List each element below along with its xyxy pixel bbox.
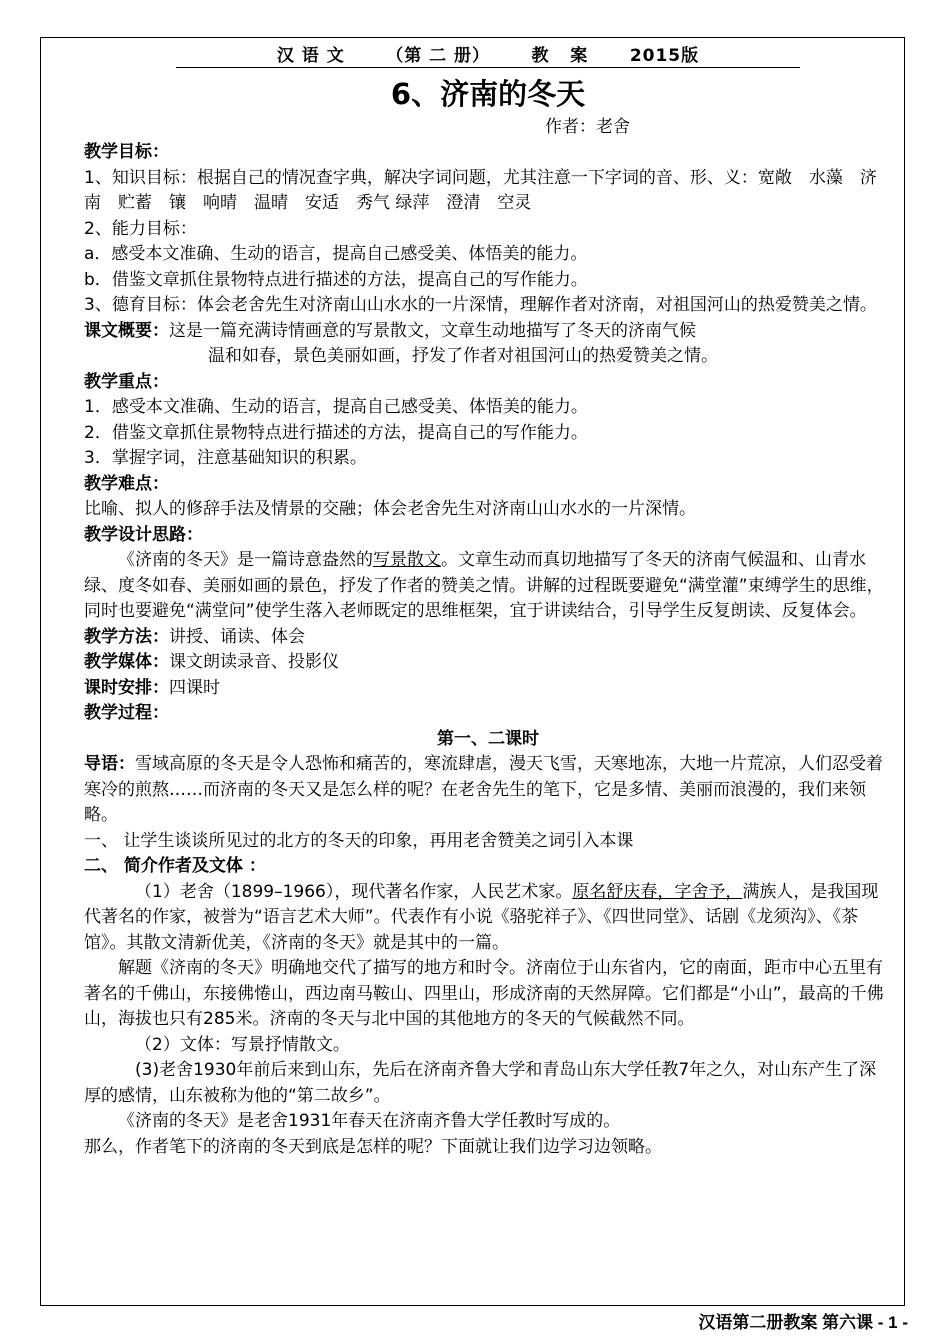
key-point-2: 2．借鉴文章抓住景物特点进行描述的方法，提高自己的写作能力。 <box>84 422 588 443</box>
key-point-1: 1．感受本文准确、生动的语言，提高自己感受美、体悟美的能力。 <box>84 397 588 417</box>
title-explanation: 解题《济南的冬天》明确地交代了描写的地方和时令。济南位于山东省内，它的南面，距市中心五里有著名的千佛山，东接佛惓山，西边南马鞍山、四里山，形成济南的天然屏障。它们都是“小山”，最高的千佛山，海拔也只有285米。济南的冬天与北中国的其他地方的冬天的气候截然不同。 <box>84 958 884 1029</box>
intro-label: 导语： <box>84 754 135 774</box>
background-paragraph: (3)老舍1930年前后来到山东，先后在济南齐鲁大学和青岛山东大学任教7年之久，对山东产生了深厚的感情，山东被称为他的“第二故乡”。 <box>84 1060 877 1106</box>
method-line <box>84 625 892 651</box>
schedule-label: 课时安排： <box>84 677 169 698</box>
step-two: 二、 简介作者及文体 ： <box>84 856 266 876</box>
method-value: 讲授、诵读、体会 <box>169 626 305 647</box>
media-value: 课文朗读录音、投影仪 <box>169 652 339 672</box>
media-label: 教学媒体： <box>84 652 169 672</box>
intro-text: 雪域高原的冬天是令人恐怖和痛苦的，寒流肆虐，漫天飞雪，天寒地冻，大地一片荒凉，人们忍受着寒冷的煎熬……而济南的冬天又是怎么样的呢？在老舍先生的笔下，它是多情、美丽而浪漫的，我们来领略。 <box>84 754 883 825</box>
difficulty-text: 比喻、拟人的修辞手法及情景的交融；体会老舍先生对济南山山水水的一片深情。 <box>84 499 696 519</box>
goal-knowledge: 1、知识目标：根据自己的情况查字典，解决字词问题，尤其注意一下字词的音、形、义：宽敞 水藻 济南 贮蓄 镶 响晴 温晴 安适 秀气 绿萍 澄清 空灵 <box>84 167 877 213</box>
design-paragraph <box>84 548 892 625</box>
step-one: 一、 让学生谈谈所见过的北方的冬天的印象，再用老舍赞美之词引入本课 <box>84 830 634 851</box>
key-point-3: 3．掌握字词，注意基础知识的积累。 <box>84 448 367 468</box>
bio-post: 满族人，是我国现代著名的作家，被誉为“语言艺术大师”。代表作有小说《骆驼祥子》、《四世同堂》、话剧《龙须沟》、《茶馆》。其散文清新优美，《济南的冬天》就是其中的一篇。 <box>84 881 879 953</box>
goals-heading: 教学目标： <box>84 142 169 162</box>
intro-paragraph <box>84 752 892 829</box>
design-underline: 写景散文 <box>373 550 441 570</box>
schedule-line <box>84 676 892 702</box>
process-heading: 教学过程： <box>84 703 169 723</box>
bio-pre: （1）老舍（1899–1966），现代著名作家，人民艺术家。 <box>135 881 573 902</box>
author-bio <box>84 880 892 957</box>
goal-ability-b: b．借鉴文章抓住景物特点进行描述的方法，提高自己的写作能力。 <box>84 269 588 290</box>
document-body <box>84 45 892 1160</box>
key-points-heading: 教学重点： <box>84 371 169 392</box>
genre-line: （2）文体：写景抒情散文。 <box>135 1034 350 1055</box>
design-heading: 教学设计思路： <box>84 524 203 545</box>
lesson-heading: 第一、二课时 <box>437 728 539 749</box>
design-post: 。文章生动而真切地描写了冬天的济南气候温和、山青水绿、度冬如春、美丽如画的景色，抒发了作者的赞美之情。讲解的过程既要避免“满堂灌”束缚学生的思维，同时也要避免“满堂问”使学生落入老师既定的思维框架，宜于讲读结合，引导学生反复朗读、反复体会。 <box>84 550 884 621</box>
difficulty-heading: 教学难点： <box>84 473 169 494</box>
author-line: 作者：老舍 <box>545 117 630 137</box>
lesson-title: 6、济南的冬天 <box>390 77 586 111</box>
media-line <box>84 650 892 676</box>
overview-label: 课文概要： <box>84 320 169 341</box>
overview-line1: 这是一篇充满诗情画意的写景散文，文章生动地描写了冬天的济南气候 <box>169 320 696 341</box>
overview-line2: 温和如春，景色美丽如画，抒发了作者对祖国河山的热爱赞美之情。 <box>208 346 718 366</box>
written-line: 《济南的冬天》是老舍1931年春天在济南齐鲁大学任教时写成的。 <box>118 1111 621 1131</box>
page-footer: 汉语第二册教案 第六课 - 1 - <box>698 1313 908 1332</box>
goal-ability-a: a．感受本文准确、生动的语言，提高自己感受美、体悟美的能力。 <box>84 244 588 264</box>
schedule-value: 四课时 <box>169 677 220 698</box>
method-label: 教学方法： <box>84 626 169 647</box>
design-pre: 《济南的冬天》是一篇诗意盎然的 <box>118 550 373 570</box>
goal-ability: 2、能力目标： <box>84 218 197 239</box>
running-header: 汉 语 文 （第 二 册） 教 案 2015版 <box>176 45 800 68</box>
goal-moral: 3、德育目标：体会老舍先生对济南山山水水的一片深情，理解作者对济南，对祖国河山的热爱赞美之情。 <box>84 295 877 315</box>
bio-underline: 原名舒庆春，字舍予， <box>572 881 743 902</box>
transition-line: 那么，作者笔下的济南的冬天到底是怎样的呢？下面就让我们边学习边领略。 <box>84 1136 662 1157</box>
overview-paragraph <box>84 319 892 345</box>
